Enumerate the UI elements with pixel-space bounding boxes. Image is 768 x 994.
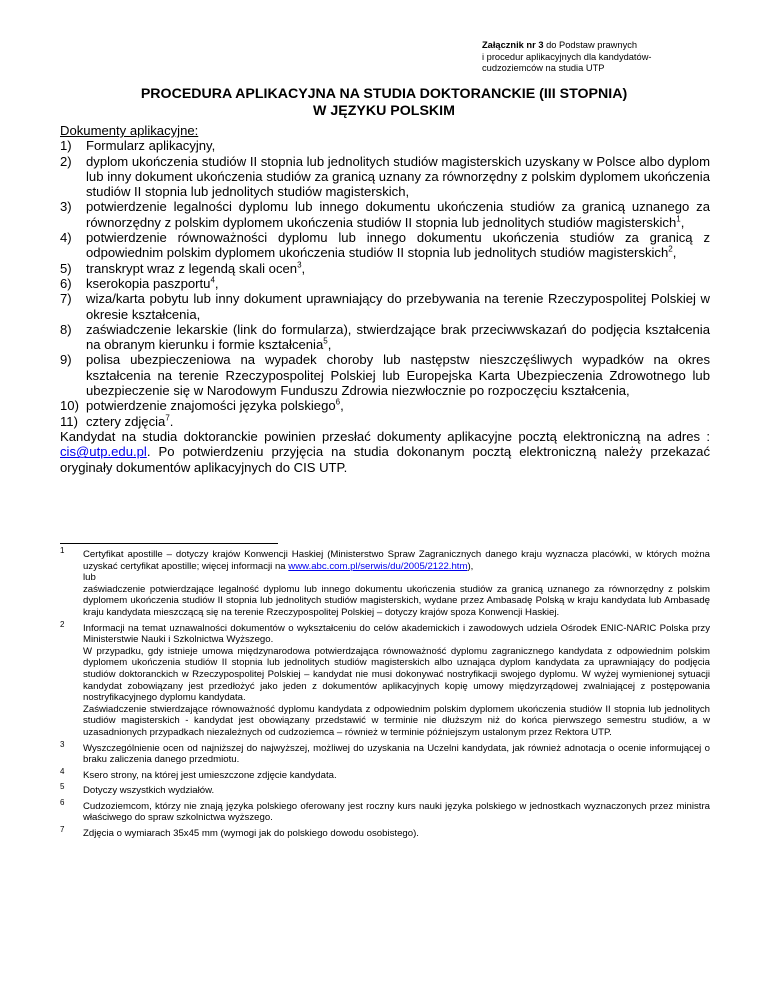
footnote-ref[interactable]: 1	[676, 214, 681, 224]
item-punct: ,	[340, 398, 344, 414]
item-punct: ,	[327, 337, 332, 353]
document-body	[60, 123, 710, 475]
footnote-ref[interactable]: 2	[668, 245, 673, 255]
item-number: 4)	[60, 230, 72, 246]
footnote-text: Zdjęcia o wymiarach 35x45 mm (wymogi jak do polskiego dowodu osobistego).	[83, 828, 419, 840]
footnote-text: lub	[83, 572, 96, 584]
list-item	[60, 414, 710, 429]
footnote-ref[interactable]: 4	[210, 275, 215, 285]
footnote-number: 4	[60, 766, 65, 776]
footnote-5	[60, 782, 710, 797]
footnote-text: Certyfikat apostille – dotyczy krajów Konwencji Haskiej (Ministerstwo Spraw Zagranicznych danego kraju wyznacza placówki, w których można uzyskać certyfikat apostille; więcej informacji na	[83, 549, 710, 572]
list-item	[60, 276, 710, 291]
list-item	[60, 261, 710, 276]
list-item	[60, 291, 710, 322]
item-number: 9)	[60, 352, 72, 368]
footnote-6	[60, 797, 710, 824]
item-text: potwierdzenie legalności dyplomu lub innego dokumentu ukończenia studiów za granicą uznanego za równorzędny z polskim dyplomem ukończenia studiów II stopnia lub jednolitych studiów magisterskich	[86, 199, 710, 230]
footnote-text: Zaświadczenie stwierdzające równoważność dyplomu kandydata z odpowiednim polskim dyplomem ukończenia studiów II stopnia lub jednolitych studiów magisterskich - kandydat jest obowiązany przedstawić w terminie nie dłuższym niż do końca pierwszego semestru studiów, a w uzasadnionych przypadkach niezależnych od cudzoziemca – również w terminie późniejszym ustalonym przez Rektora UTP.	[83, 703, 710, 738]
closing-text-after: . Po potwierdzeniu przyjęcia na studia dokonanym pocztą elektroniczną należy przekazać oryginały dokumentów aplikacyjnych do CIS UTP.	[60, 444, 710, 475]
footnote-text: Ksero strony, na której jest umieszczone zdjęcie kandydata.	[83, 769, 337, 781]
apostille-link[interactable]: www.abc.com.pl/serwis/du/2005/2122.htm	[288, 560, 468, 572]
footnotes	[60, 546, 710, 844]
annex-line-3: cudzoziemców na studia UTP	[482, 63, 605, 73]
list-item	[60, 199, 710, 230]
footnote-text: Dotyczy wszystkich wydziałów.	[83, 785, 215, 797]
footnote-3	[60, 739, 710, 766]
item-text: wiza/karta pobytu lub inny dokument uprawniający do przebywania na terenie Rzeczypospolitej Polskiej w okresie kształcenia,	[86, 291, 710, 322]
footnote-number: 5	[60, 782, 65, 792]
footnote-text: Informacji na temat uznawalności dokumentów o wykształceniu do celów akademickich i zawodowych udziela Ośrodek ENIC-NARIC Polska przy Ministerstwie Nauki i Szkolnictwa Wyższego.	[83, 622, 710, 646]
item-text: zaświadczenie lekarskie (link do formularza), stwierdzające brak przeciwwskazań do podjęcia kształcenia na obranym kierunku i formie kształcenia	[86, 321, 710, 353]
list-item	[60, 322, 710, 353]
footnote-text: ),	[467, 560, 474, 572]
footnote-1	[60, 546, 710, 619]
item-punct: ,	[680, 214, 685, 230]
closing-text-before: Kandydat na studia doktoranckie powinien przesłać dokumenty aplikacyjne pocztą elektroniczną na adres :	[60, 428, 710, 444]
item-number: 5)	[60, 260, 72, 276]
documents-list	[60, 138, 710, 429]
list-item	[60, 154, 710, 200]
item-number: 3)	[60, 199, 72, 215]
item-text: dyplom ukończenia studiów II stopnia lub jednolitych studiów magisterskich uzyskany w Polsce albo dyplom lub inny dokument ukończenia studiów za granicą uznany za równorzędny z polskim dyplomem ukończenia studiów II stopnia lub jednolitych studiów magisterskich,	[86, 153, 710, 200]
closing-paragraph	[60, 429, 710, 475]
footnote-number: 6	[60, 797, 65, 807]
footnote-text: zaświadczenie potwierdzające legalność dyplomu lub innego dokumentu ukończenia studiów za granicą uznanego za równorzędny z polskim dyplomem ukończenia studiów II stopnia lub jednolitych studiów magisterskich, wydane przez Ambasadę Polską w kraju kandydata lub Ambasadę kraju kandydata mieszczącą się na terenie Rzeczypospolitej Polskiej – dotyczy krajów spoza Konwencji Haskiej.	[83, 583, 710, 618]
list-item	[60, 398, 710, 413]
footnote-text: Cudzoziemcom, którzy nie znają języka polskiego oferowany jest roczny kurs nauki języka polskiego w jednostkach wyznaczonych przez ministra właściwego do spraw szkolnictwa wyższego.	[83, 800, 710, 824]
annex-rest: do Podstaw prawnych	[543, 40, 638, 50]
item-text: cztery zdjęcia	[86, 413, 166, 429]
footnote-number: 1	[60, 546, 65, 555]
footnote-text: W przypadku, gdy istnieje umowa międzynarodowa potwierdzająca równoważność dyplomu zagranicznego kandydata z odpowiednim polskim dyplomem ukończenia studiów II stopnia lub jednolitych studiów magisterskich albo uznająca dyplom kandydata za uprawniający do podjęcia studiów doktoranckich w Rzeczypospolitej Polskiej – kandydat nie musi dokonywać nostryfikacji swojego dyplomu. W wyżej wymienionej sytuacji kandydat zobowiązany jest przedłożyć jako jeden z dokumentów aplikacyjnych kopię umowy międzyrządowej zwalniającej z postępowania nostryfikacyjnego dyplomu kandydata.	[83, 645, 710, 704]
footnote-4	[60, 766, 710, 782]
item-punct: ,	[672, 245, 677, 261]
footnote-separator	[60, 543, 278, 544]
annex-number: Załącznik nr 3	[482, 40, 544, 50]
title-line-1: PROCEDURA APLIKACYJNA NA STUDIA DOKTORANCKIE (III STOPNIA)	[140, 86, 628, 102]
footnote-ref[interactable]: 7	[165, 413, 170, 423]
item-punct: .	[169, 413, 174, 429]
footnote-text: Wyszczególnienie ocen od najniższej do najwyższej, możliwej do uzyskania na Uczelni kandydata, jak również adnotacja o ocenie informującej o braku zaliczenia danego przedmiotu.	[83, 742, 710, 766]
footnote-number: 7	[60, 825, 65, 835]
email-link[interactable]: cis@utp.edu.pl	[60, 444, 147, 460]
footnote-ref[interactable]: 6	[335, 397, 341, 407]
list-item	[60, 230, 710, 261]
annex-note	[482, 40, 722, 75]
footnote-ref[interactable]: 3	[297, 260, 302, 270]
item-number: 1)	[60, 138, 72, 154]
footnote-number: 3	[60, 739, 65, 749]
item-punct: ,	[214, 275, 219, 291]
item-number: 7)	[60, 291, 72, 307]
item-text: polisa ubezpieczeniowa na wypadek choroby lub następstw nieszczęśliwych wypadków na okres kształcenia na terenie Rzeczypospolitej Polskiej lub Europejska Karta Ubezpieczenia Zdrowotnego lub ubezpieczenie się w Narodowym Funduszu Zdrowia niezwłocznie po rozpoczęciu kształcenia,	[86, 352, 710, 399]
item-text: kserokopia paszportu	[86, 275, 211, 291]
item-number: 10)	[60, 398, 79, 414]
item-punct: ,	[301, 260, 306, 276]
footnote-2	[60, 619, 710, 739]
list-item	[60, 352, 710, 398]
item-text: potwierdzenie znajomości języka polskiego	[86, 398, 336, 414]
item-text: potwierdzenie równoważności dyplomu lub innego dokumentu ukończenia studiów za granicą z odpowiednim polskim dyplomem ukończenia studiów II stopnia lub jednolitych studiów magisterskich	[86, 230, 710, 261]
footnote-number: 2	[60, 619, 65, 629]
item-number: 11)	[60, 413, 78, 429]
item-text: transkrypt wraz z legendą skali ocen	[86, 260, 298, 276]
footnote-7	[60, 825, 710, 840]
title-line-2: W JĘZYKU POLSKIM	[313, 102, 455, 119]
page-title	[60, 86, 708, 119]
item-number: 8)	[60, 321, 72, 337]
annex-line-2: i procedur aplikacyjnych dla kandydatów-	[482, 51, 652, 62]
item-number: 2)	[60, 153, 72, 169]
item-text: Formularz aplikacyjny,	[86, 138, 216, 154]
footnote-ref[interactable]: 5	[323, 336, 328, 346]
item-number: 6)	[60, 275, 72, 291]
documents-heading: Dokumenty aplikacyjne:	[60, 123, 199, 138]
list-item	[60, 138, 710, 153]
